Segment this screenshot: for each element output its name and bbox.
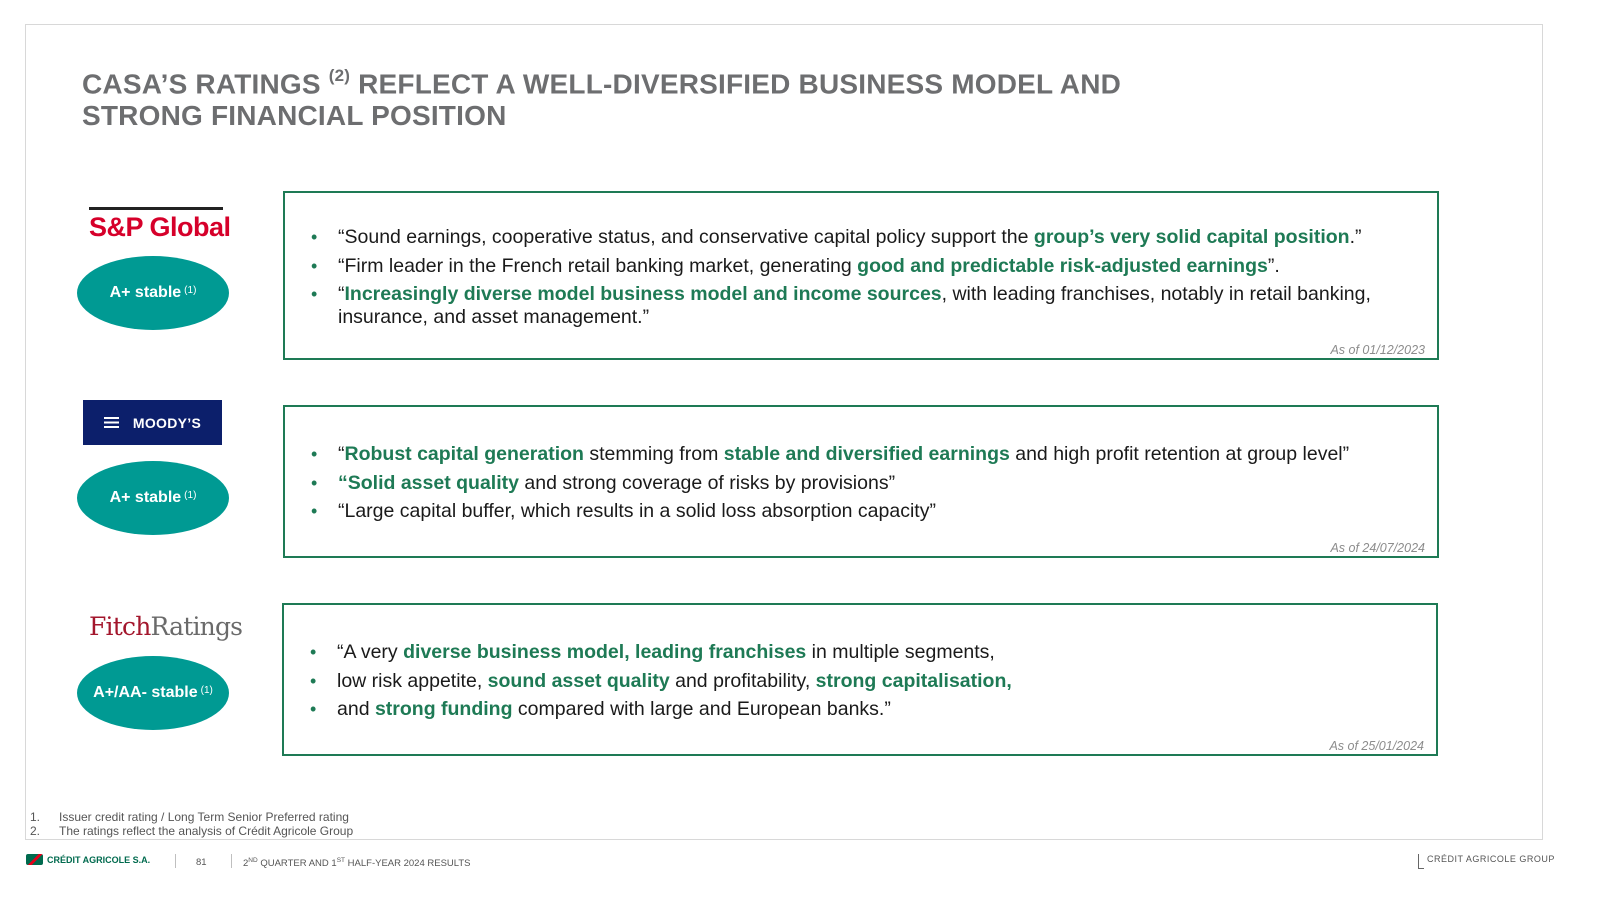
quote-text: ”. xyxy=(1267,254,1280,277)
quote-text: “Sound earnings, cooperative status, and conservative capital policy support the xyxy=(338,226,1034,248)
quote-text: “Firm leader in the French retail banking market, generating xyxy=(338,254,858,277)
moodys-as-of-date: As of 24/07/2024 xyxy=(1330,541,1425,555)
quote-bullet xyxy=(311,226,1391,249)
fitch-rating-note: (1) xyxy=(200,684,213,696)
highlight-text: strong funding xyxy=(374,698,513,720)
highlight-text: “Solid asset quality xyxy=(338,471,519,494)
footnotes xyxy=(30,810,353,838)
credit-agricole-group-logo: CRÉDIT AGRICOLE GROUP xyxy=(1418,854,1555,869)
highlight-text: strong capitalisation, xyxy=(815,669,1012,692)
footer-results-label: 2ND QUARTER AND 1ST HALF-YEAR 2024 RESULTS xyxy=(243,857,471,870)
quote-text: “Large capital buffer, which results in a solid loss absorption capacity” xyxy=(338,500,936,522)
fitch-ratings-logo xyxy=(89,612,242,642)
moodys-rating-note: (1) xyxy=(184,489,197,501)
credit-agricole-logo: CRÉDIT AGRICOLE S.A. xyxy=(26,854,150,865)
quote-bullet xyxy=(310,641,1390,664)
quote-bullet xyxy=(310,698,1390,721)
fitch-quote-box xyxy=(282,603,1438,756)
quote-text: low risk appetite, xyxy=(337,669,488,692)
sp-rating-note: (1) xyxy=(184,284,197,296)
footer-divider xyxy=(231,854,232,868)
sp-rating-badge xyxy=(77,256,229,330)
highlight-text: diverse business model, leading franchises xyxy=(403,641,807,663)
menu-icon xyxy=(104,417,119,428)
slide-title: CASA’S RATINGS $^{(2)}$ REFLECT A WELL-DIVERSIFIED BUSINESS MODEL AND STRONG FINANCIAL POSITION xyxy=(82,66,1122,132)
sp-quote-box xyxy=(283,191,1439,360)
bracket-icon xyxy=(1418,854,1424,869)
quote-text: .” xyxy=(1349,226,1362,248)
quote-text: in multiple segments, xyxy=(806,641,995,663)
quote-text: stemming from xyxy=(583,443,724,465)
highlight-text: stable and diversified earnings xyxy=(723,443,1010,465)
quote-bullet xyxy=(311,283,1391,329)
quote-text: and xyxy=(337,698,375,720)
quote-text: and high profit retention at group level” xyxy=(1009,443,1350,465)
moodys-rating-badge xyxy=(77,461,229,535)
fitch-logo-part2: Ratings xyxy=(150,612,243,641)
moodys-rating-text: A+ stable xyxy=(109,489,182,506)
moodys-logo-text: MOODY’S xyxy=(132,414,202,431)
sp-as-of-date: As of 01/12/2023 xyxy=(1330,343,1425,357)
highlight-text: Robust capital generation xyxy=(344,443,584,465)
sp-quote-list xyxy=(311,226,1391,335)
quote-bullet xyxy=(311,255,1391,278)
quote-bullet xyxy=(311,472,1391,495)
highlight-text: sound asset quality xyxy=(487,669,670,692)
quote-text: “ xyxy=(338,283,345,305)
quote-text: compared with large and European banks.” xyxy=(512,698,891,720)
footnote-2: 2. The ratings reflect the analysis of Crédit Agricole Group xyxy=(30,824,354,838)
fitch-as-of-date: As of 25/01/2024 xyxy=(1329,739,1424,753)
highlight-text: group’s very solid capital position xyxy=(1033,226,1350,248)
moodys-quote-list xyxy=(311,443,1391,529)
quote-text: and strong coverage of risks by provisions” xyxy=(518,471,896,494)
moodys-logo xyxy=(83,400,222,445)
quote-text: and profitability, xyxy=(669,669,816,692)
quote-bullet xyxy=(311,443,1391,466)
quote-text: “ xyxy=(338,443,345,465)
ca-logo-icon xyxy=(26,854,43,865)
page-number: 81 xyxy=(196,857,207,868)
quote-bullet xyxy=(310,670,1390,693)
fitch-rating-text: A+/AA- stable xyxy=(93,684,198,701)
sp-rating-text: A+ stable xyxy=(109,284,182,301)
sp-global-logo: S&P Global xyxy=(89,207,223,242)
quote-bullet xyxy=(311,500,1391,523)
footer-divider xyxy=(175,854,176,868)
fitch-rating-badge xyxy=(77,656,229,730)
highlight-text: Increasingly diverse model business model and income sources xyxy=(344,283,942,305)
quote-text: “A very xyxy=(337,641,404,663)
moodys-quote-box xyxy=(283,405,1439,558)
fitch-quote-list xyxy=(310,641,1390,727)
highlight-text: good and predictable risk-adjusted earnings xyxy=(857,254,1268,277)
slide-footer xyxy=(0,848,1600,878)
quote-text: , with leading franchises, notably in retail banking, insurance, and asset management.” xyxy=(338,283,1371,328)
footnote-1: 1. Issuer credit rating / Long Term Senior Preferred rating xyxy=(30,810,349,824)
fitch-logo-part1: Fitch xyxy=(89,612,151,641)
title-footnote-ref: (2) xyxy=(328,66,351,85)
